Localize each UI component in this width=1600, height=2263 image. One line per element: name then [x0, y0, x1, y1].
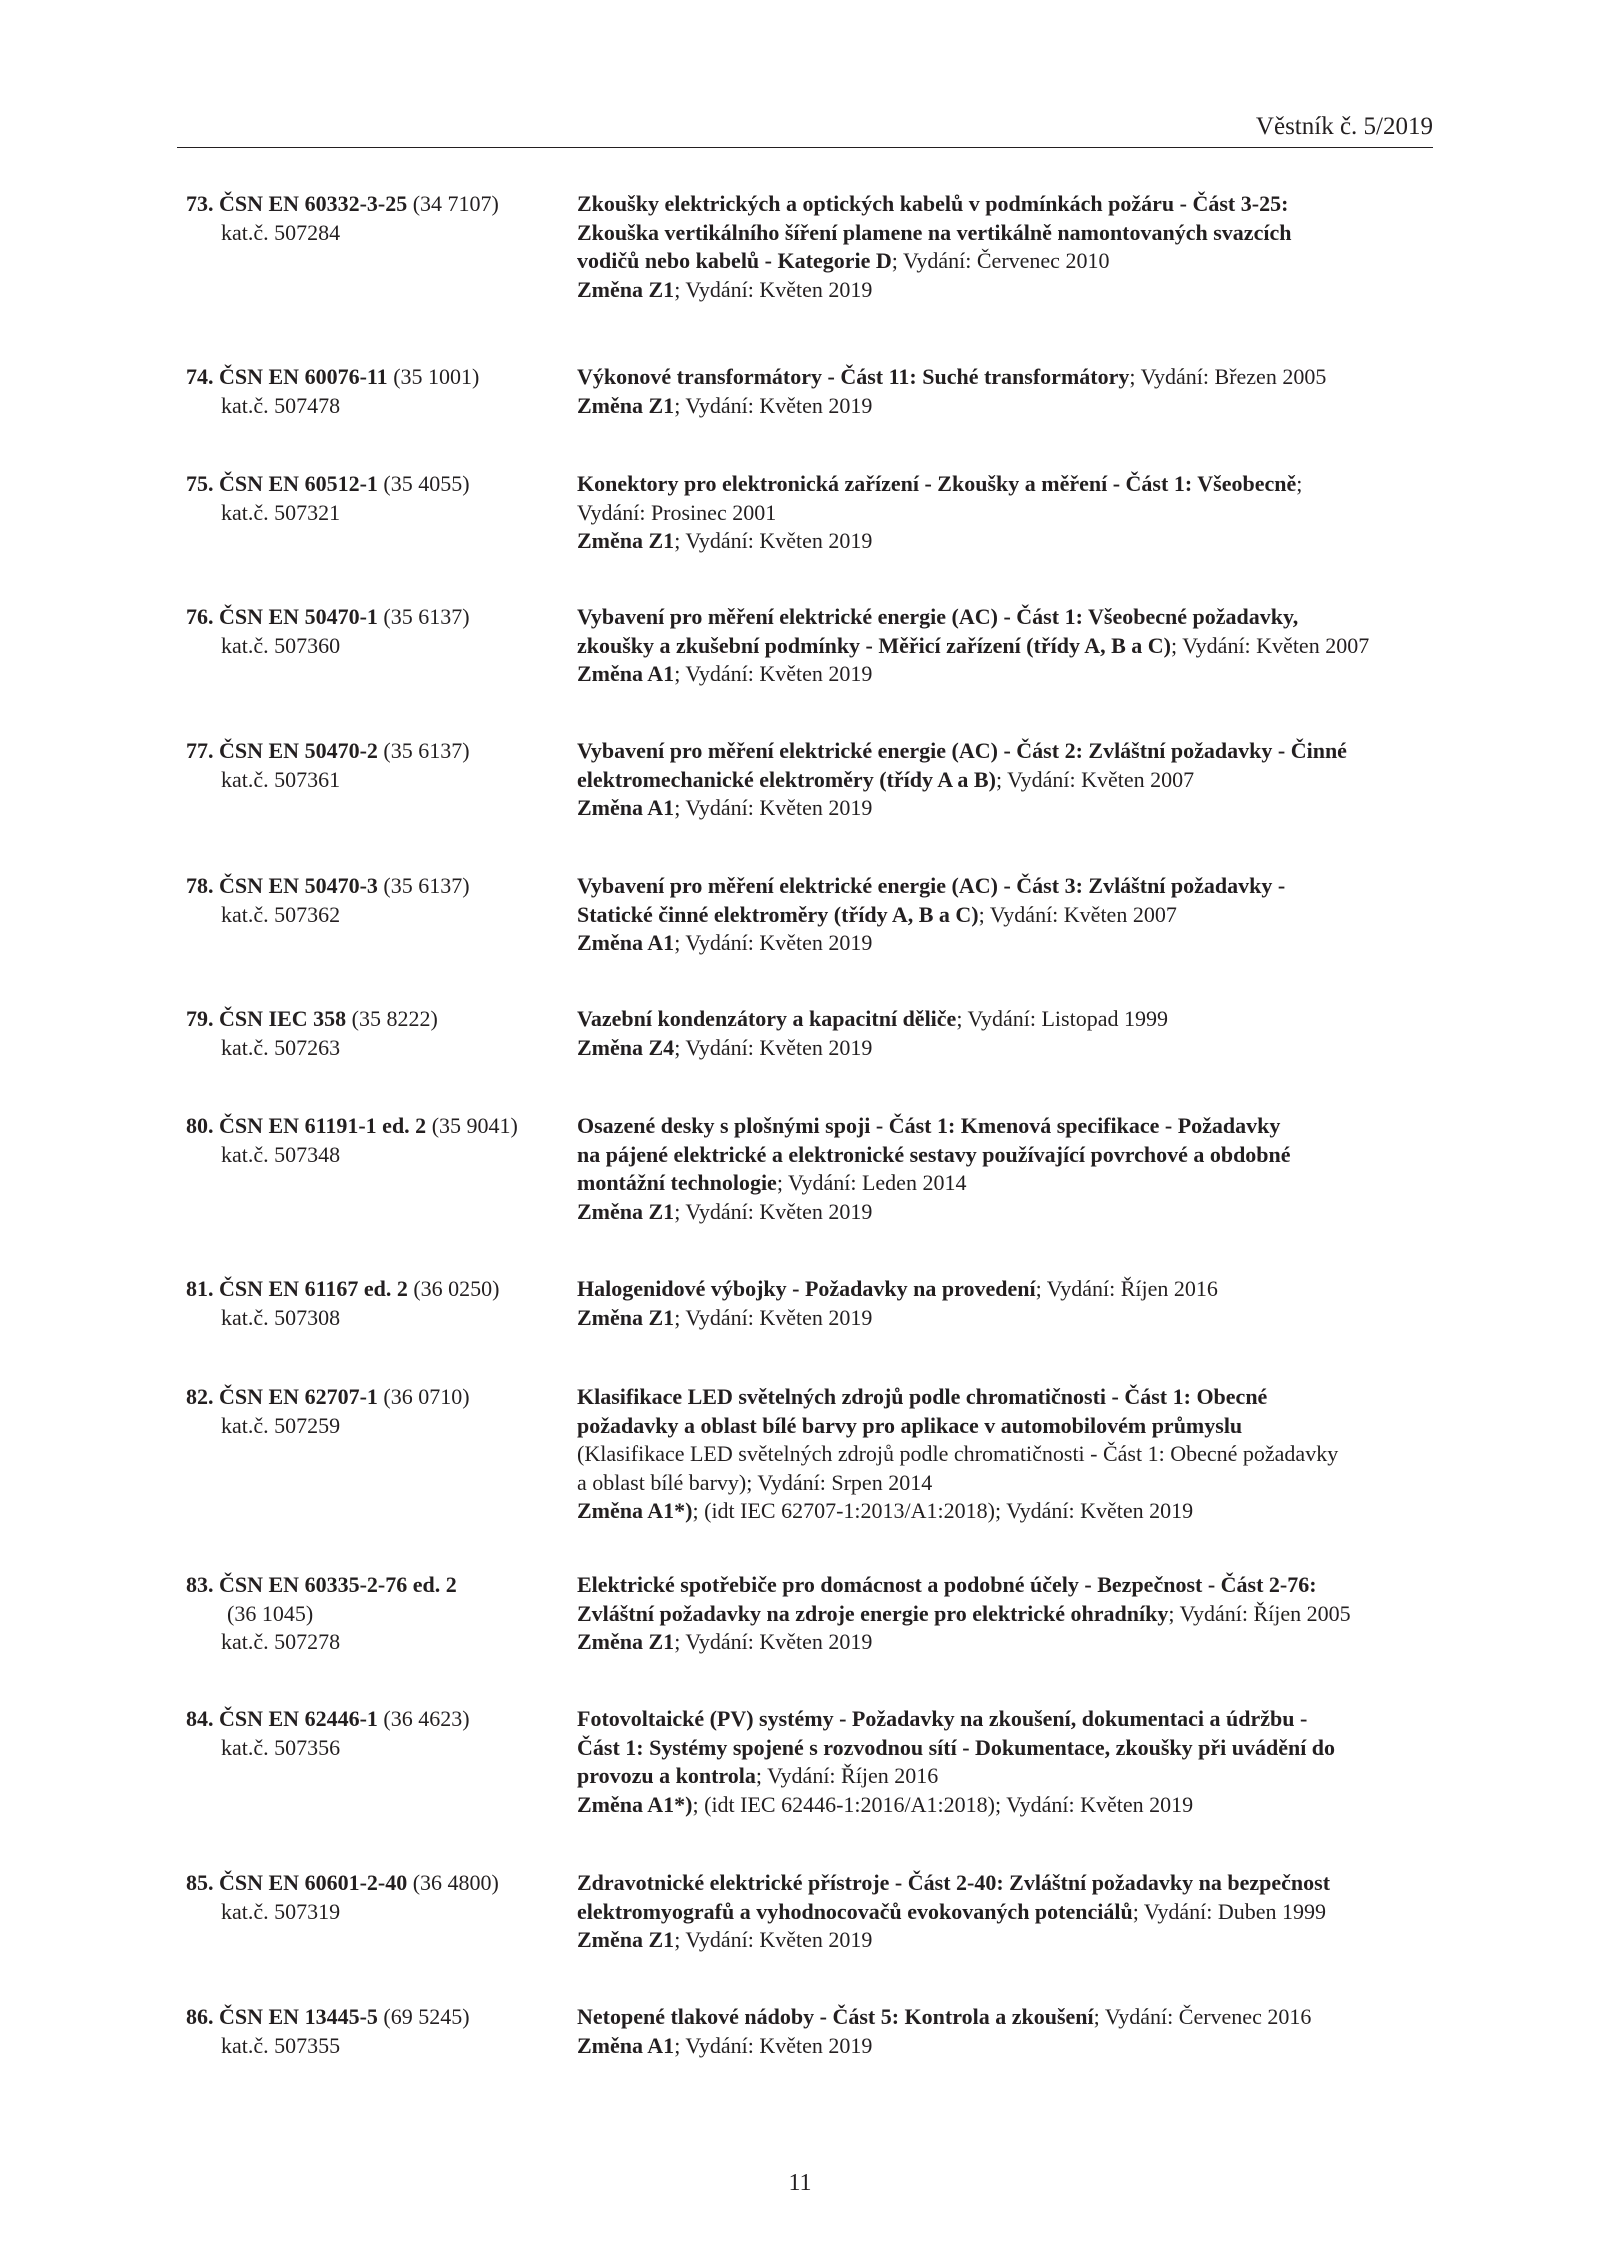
- standard-desc-line: [577, 1497, 1447, 1526]
- bold-text: Klasifikace LED světelných zdrojů podle chromatičnosti - Část 1: Obecné: [577, 1384, 1268, 1409]
- bold-text: Změna A1*): [577, 1498, 693, 1523]
- regular-text: ;: [1296, 471, 1303, 496]
- standard-desc-line: [577, 276, 1447, 305]
- standard-desc-line: [577, 1440, 1447, 1469]
- standard-description: [577, 872, 1447, 958]
- regular-text: (69 5245): [377, 2004, 470, 2029]
- bold-text: 80. ČSN EN 61191-1 ed. 2: [186, 1113, 427, 1138]
- bold-text: Změna Z1: [577, 1629, 675, 1654]
- bold-text: Změna Z1: [577, 392, 675, 418]
- regular-text: ; Vydání: Květen 2019: [674, 528, 873, 553]
- regular-text: (35 6137): [377, 604, 470, 629]
- regular-text: ; Vydání: Květen 2007: [1171, 632, 1370, 658]
- standard-desc-line: [577, 1469, 1447, 1498]
- standard-identifier: [186, 2003, 566, 2060]
- standard-desc-line: [577, 1112, 1447, 1141]
- regular-text: ; Vydání: Květen 2019: [674, 1629, 873, 1654]
- bold-text: Vazební kondenzátory a kapacitní děliče: [577, 1006, 957, 1031]
- regular-text: Vydání: Prosinec 2001: [577, 499, 777, 525]
- standard-identifier: [186, 363, 566, 420]
- regular-text: ; Vydání: Květen 2019: [674, 2032, 873, 2058]
- standard-id-line: [186, 1412, 566, 1441]
- bold-text: 77. ČSN EN 50470-2: [186, 738, 378, 763]
- bold-text: 85. ČSN EN 60601-2-40: [186, 1870, 408, 1895]
- regular-text: a oblast bílé barvy); Vydání: Srpen 2014: [577, 1469, 933, 1495]
- standard-desc-line: [577, 1198, 1447, 1227]
- standard-id-line: [186, 1005, 566, 1034]
- bold-text: Změna A1: [577, 795, 675, 820]
- standard-desc-line: [577, 219, 1447, 248]
- regular-text: kat.č. 507362: [221, 901, 341, 927]
- standard-description: [577, 1112, 1447, 1226]
- standard-desc-line: [577, 1926, 1447, 1955]
- standard-description: [577, 2003, 1447, 2060]
- regular-text: ; Vydání: Červenec 2016: [1093, 2004, 1312, 2029]
- standard-id-line: [186, 1275, 566, 1304]
- regular-text: ; Vydání: Duben 1999: [1132, 1898, 1327, 1924]
- standard-id-line: [186, 1034, 566, 1063]
- regular-text: kat.č. 507308: [221, 1304, 341, 1330]
- bold-text: 78. ČSN EN 50470-3: [186, 873, 378, 898]
- standard-id-line: [186, 499, 566, 528]
- standard-id-line: [186, 737, 566, 766]
- bold-text: elektromechanické elektroměry (třídy A a B): [577, 766, 996, 792]
- standard-description: [577, 1275, 1447, 1332]
- standard-id-line: [186, 2032, 566, 2061]
- standard-identifier: [186, 470, 566, 527]
- regular-text: kat.č. 507360: [221, 632, 341, 658]
- regular-text: (35 8222): [346, 1006, 438, 1031]
- standard-description: [577, 470, 1447, 556]
- standard-id-line: [186, 392, 566, 421]
- bold-text: Netopené tlakové nádoby - Část 5: Kontrola a zkoušení: [577, 2004, 1094, 2029]
- bold-text: Výkonové transformátory - Část 11: Suché transformátory: [577, 364, 1130, 389]
- standard-desc-line: [577, 794, 1447, 823]
- standard-desc-line: [577, 363, 1447, 392]
- standard-description: [577, 603, 1447, 689]
- standard-desc-line: [577, 247, 1447, 276]
- standard-desc-line: [577, 1705, 1447, 1734]
- standard-identifier: [186, 1869, 566, 1926]
- regular-text: kat.č. 507355: [221, 2032, 341, 2058]
- standard-description: [577, 363, 1447, 420]
- standard-identifier: [186, 1383, 566, 1440]
- regular-text: kat.č. 507319: [221, 1898, 341, 1924]
- regular-text: kat.č. 507348: [221, 1141, 341, 1167]
- bold-text: na pájené elektrické a elektronické sestavy používající povrchové a obdobné: [577, 1141, 1291, 1167]
- regular-text: kat.č. 507478: [221, 392, 341, 418]
- regular-text: kat.č. 507278: [221, 1629, 341, 1654]
- regular-text: kat.č. 507284: [221, 219, 341, 245]
- regular-text: kat.č. 507356: [221, 1734, 341, 1760]
- bold-text: Část 1: Systémy spojené s rozvodnou sítí - Dokumentace, zkoušky při uvádění do: [577, 1734, 1336, 1760]
- standard-desc-line: [577, 1869, 1447, 1898]
- bold-text: Změna A1: [577, 2032, 675, 2058]
- standard-desc-line: [577, 1734, 1447, 1763]
- standard-id-line: [186, 1869, 566, 1898]
- regular-text: ; Vydání: Květen 2019: [674, 1304, 873, 1330]
- standard-desc-line: [577, 1141, 1447, 1170]
- regular-text: ; Vydání: Listopad 1999: [956, 1006, 1168, 1031]
- standard-desc-line: [577, 737, 1447, 766]
- regular-text: (36 0250): [407, 1276, 500, 1301]
- bold-text: vodičů nebo kabelů - Kategorie D: [577, 248, 892, 273]
- standard-desc-line: [577, 1383, 1447, 1412]
- page-number: 11: [788, 2170, 812, 2196]
- standard-desc-line: [577, 1898, 1447, 1927]
- bold-text: montážní technologie: [577, 1170, 777, 1195]
- standard-desc-line: [577, 660, 1447, 689]
- bold-text: Zkouška vertikálního šíření plamene na vertikálně namontovaných svazcích: [577, 219, 1292, 245]
- bold-text: 76. ČSN EN 50470-1: [186, 604, 378, 629]
- regular-text: (36 1045): [227, 1600, 314, 1626]
- bold-text: zkoušky a zkušební podmínky - Měřicí zařízení (třídy A, B a C): [577, 632, 1172, 658]
- bold-text: 75. ČSN EN 60512-1: [186, 471, 378, 496]
- bold-text: Změna A1*): [577, 1791, 693, 1817]
- regular-text: kat.č. 507321: [221, 499, 341, 525]
- standard-id-line: [186, 901, 566, 930]
- standard-desc-line: [577, 470, 1447, 499]
- standard-identifier: [186, 1571, 566, 1657]
- regular-text: ; Vydání: Květen 2019: [674, 392, 873, 418]
- bold-text: Zkoušky elektrických a optických kabelů v podmínkách požáru - Část 3-25:: [577, 191, 1289, 216]
- standard-identifier: [186, 737, 566, 794]
- bold-text: Změna Z4: [577, 1034, 675, 1060]
- standard-id-line: [186, 766, 566, 795]
- standard-desc-line: [577, 1304, 1447, 1333]
- header-rule: [177, 147, 1433, 148]
- standard-description: [577, 190, 1447, 304]
- bold-text: Vybavení pro měření elektrické energie (AC) - Část 3: Zvláštní požadavky -: [577, 873, 1286, 898]
- standard-id-line: [186, 363, 566, 392]
- regular-text: ; (idt IEC 62707-1:2013/A1:2018); Vydání: Květen 2019: [692, 1498, 1194, 1523]
- standard-identifier: [186, 603, 566, 660]
- standard-id-line: [186, 1898, 566, 1927]
- standard-description: [577, 1005, 1447, 1062]
- bold-text: Změna A1: [577, 661, 675, 686]
- standard-id-line: [186, 603, 566, 632]
- standard-id-line: [186, 1141, 566, 1170]
- standard-description: [577, 1571, 1447, 1657]
- standard-id-line: [186, 219, 566, 248]
- standard-id-line: [186, 872, 566, 901]
- bold-text: 73. ČSN EN 60332-3-25: [186, 191, 408, 216]
- standard-desc-line: [577, 1571, 1447, 1600]
- standard-description: [577, 1705, 1447, 1819]
- regular-text: (35 6137): [377, 873, 470, 898]
- regular-text: ; Vydání: Květen 2019: [674, 1198, 873, 1224]
- bold-text: požadavky a oblast bílé barvy pro aplikace v automobilovém průmyslu: [577, 1412, 1243, 1438]
- standard-desc-line: [577, 901, 1447, 930]
- bold-text: Elektrické spotřebiče pro domácnost a podobné účely - Bezpečnost - Část 2-76:: [577, 1572, 1317, 1597]
- bold-text: Změna Z1: [577, 1198, 675, 1224]
- bold-text: Vybavení pro měření elektrické energie (AC) - Část 1: Všeobecné požadavky,: [577, 604, 1299, 629]
- bold-text: Osazené desky s plošnými spoji - Část 1: Kmenová specifikace - Požadavky: [577, 1113, 1281, 1138]
- regular-text: (36 4623): [377, 1706, 470, 1731]
- regular-text: (35 1001): [387, 364, 480, 389]
- standard-desc-line: [577, 1628, 1447, 1657]
- bold-text: 82. ČSN EN 62707-1: [186, 1384, 378, 1409]
- bold-text: 81. ČSN EN 61167 ed. 2: [186, 1276, 408, 1301]
- regular-text: (35 6137): [377, 738, 470, 763]
- standard-identifier: [186, 190, 566, 247]
- standard-description: [577, 1383, 1447, 1526]
- regular-text: ; Vydání: Květen 2019: [674, 930, 873, 955]
- bold-text: Fotovoltaické (PV) systémy - Požadavky na zkoušení, dokumentaci a údržbu -: [577, 1706, 1308, 1731]
- standard-identifier: [186, 1005, 566, 1062]
- bold-text: Změna A1: [577, 930, 675, 955]
- standard-id-line: [186, 1705, 566, 1734]
- bold-text: Zdravotnické elektrické přístroje - Část 2-40: Zvláštní požadavky na bezpečnost: [577, 1870, 1331, 1895]
- regular-text: ; Vydání: Březen 2005: [1129, 364, 1327, 389]
- standard-id-line: [186, 2003, 566, 2032]
- bold-text: Halogenidové výbojky - Požadavky na provedení: [577, 1276, 1036, 1301]
- standard-desc-line: [577, 1275, 1447, 1304]
- standard-id-line: [186, 1571, 566, 1600]
- regular-text: ; (idt IEC 62446-1:2016/A1:2018); Vydání: Květen 2019: [692, 1791, 1194, 1817]
- regular-text: kat.č. 507361: [221, 766, 341, 792]
- bold-text: 79. ČSN IEC 358: [186, 1006, 347, 1031]
- bold-text: 83. ČSN EN 60335-2-76 ed. 2: [186, 1572, 457, 1597]
- standard-desc-line: [577, 1169, 1447, 1198]
- bold-text: 74. ČSN EN 60076-11: [186, 364, 388, 389]
- regular-text: ; Vydání: Říjen 2005: [1168, 1600, 1351, 1626]
- regular-text: (36 0710): [377, 1384, 470, 1409]
- regular-text: (Klasifikace LED světelných zdrojů podle chromatičnosti - Část 1: Obecné požadavky: [577, 1441, 1339, 1466]
- standard-desc-line: [577, 190, 1447, 219]
- standard-id-line: [186, 1304, 566, 1333]
- standard-desc-line: [577, 1412, 1447, 1441]
- standard-identifier: [186, 1112, 566, 1169]
- standard-desc-line: [577, 527, 1447, 556]
- standard-desc-line: [577, 872, 1447, 901]
- regular-text: kat.č. 507259: [221, 1412, 341, 1438]
- bold-text: elektromyografů a vyhodnocovačů evokovaných potenciálů: [577, 1898, 1133, 1924]
- bold-text: Změna Z1: [577, 276, 675, 302]
- bold-text: Změna Z1: [577, 1927, 675, 1952]
- standard-desc-line: [577, 766, 1447, 795]
- bold-text: Konektory pro elektronická zařízení - Zkoušky a měření - Část 1: Všeobecně: [577, 471, 1297, 496]
- standard-desc-line: [577, 1600, 1447, 1629]
- standard-identifier: [186, 1275, 566, 1332]
- bold-text: Statické činné elektroměry (třídy A, B a C): [577, 901, 979, 927]
- standard-id-line: [186, 190, 566, 219]
- standard-desc-line: [577, 2003, 1447, 2032]
- regular-text: ; Vydání: Květen 2019: [674, 1927, 873, 1952]
- bold-text: Zvláštní požadavky na zdroje energie pro elektrické ohradníky: [577, 1600, 1169, 1626]
- regular-text: ; Vydání: Květen 2019: [674, 661, 873, 686]
- bold-text: Změna Z1: [577, 1304, 675, 1330]
- bold-text: provozu a kontrola: [577, 1763, 756, 1788]
- regular-text: (35 4055): [377, 471, 470, 496]
- bold-text: Změna Z1: [577, 528, 675, 553]
- standard-id-line: [186, 1112, 566, 1141]
- bold-text: 86. ČSN EN 13445-5: [186, 2004, 378, 2029]
- regular-text: ; Vydání: Květen 2007: [995, 766, 1195, 792]
- standard-desc-line: [577, 603, 1447, 632]
- regular-text: ; Vydání: Říjen 2016: [755, 1763, 939, 1788]
- standard-identifier: [186, 872, 566, 929]
- standard-desc-line: [577, 499, 1447, 528]
- regular-text: ; Vydání: Říjen 2016: [1035, 1276, 1218, 1301]
- standard-id-line: [186, 470, 566, 499]
- standard-desc-line: [577, 632, 1447, 661]
- standard-id-line: [186, 1734, 566, 1763]
- regular-text: (35 9041): [426, 1113, 518, 1138]
- standard-identifier: [186, 1705, 566, 1762]
- regular-text: ; Vydání: Květen 2019: [674, 1034, 873, 1060]
- standard-desc-line: [577, 1762, 1447, 1791]
- standard-id-line: [186, 1628, 566, 1657]
- bold-text: Vybavení pro měření elektrické energie (AC) - Část 2: Zvláštní požadavky - Činné: [577, 738, 1347, 763]
- regular-text: ; Vydání: Červenec 2010: [891, 248, 1110, 273]
- standard-desc-line: [577, 2032, 1447, 2061]
- standard-desc-line: [577, 1005, 1447, 1034]
- standard-description: [577, 737, 1447, 823]
- regular-text: ; Vydání: Leden 2014: [776, 1170, 967, 1195]
- standard-id-line: [186, 632, 566, 661]
- standard-id-line: [186, 1383, 566, 1412]
- regular-text: kat.č. 507263: [221, 1034, 341, 1060]
- regular-text: (36 4800): [407, 1870, 499, 1895]
- standard-desc-line: [577, 1034, 1447, 1063]
- standard-desc-line: [577, 1791, 1447, 1820]
- regular-text: ; Vydání: Květen 2019: [674, 795, 873, 820]
- regular-text: (34 7107): [407, 191, 499, 216]
- bold-text: 84. ČSN EN 62446-1: [186, 1706, 378, 1731]
- standard-desc-line: [577, 392, 1447, 421]
- regular-text: ; Vydání: Květen 2007: [978, 901, 1177, 927]
- standard-description: [577, 1869, 1447, 1955]
- regular-text: ; Vydání: Květen 2019: [674, 276, 873, 302]
- standard-desc-line: [577, 929, 1447, 958]
- standard-id-line: [186, 1600, 566, 1629]
- page-header: Věstník č. 5/2019: [1255, 113, 1433, 140]
